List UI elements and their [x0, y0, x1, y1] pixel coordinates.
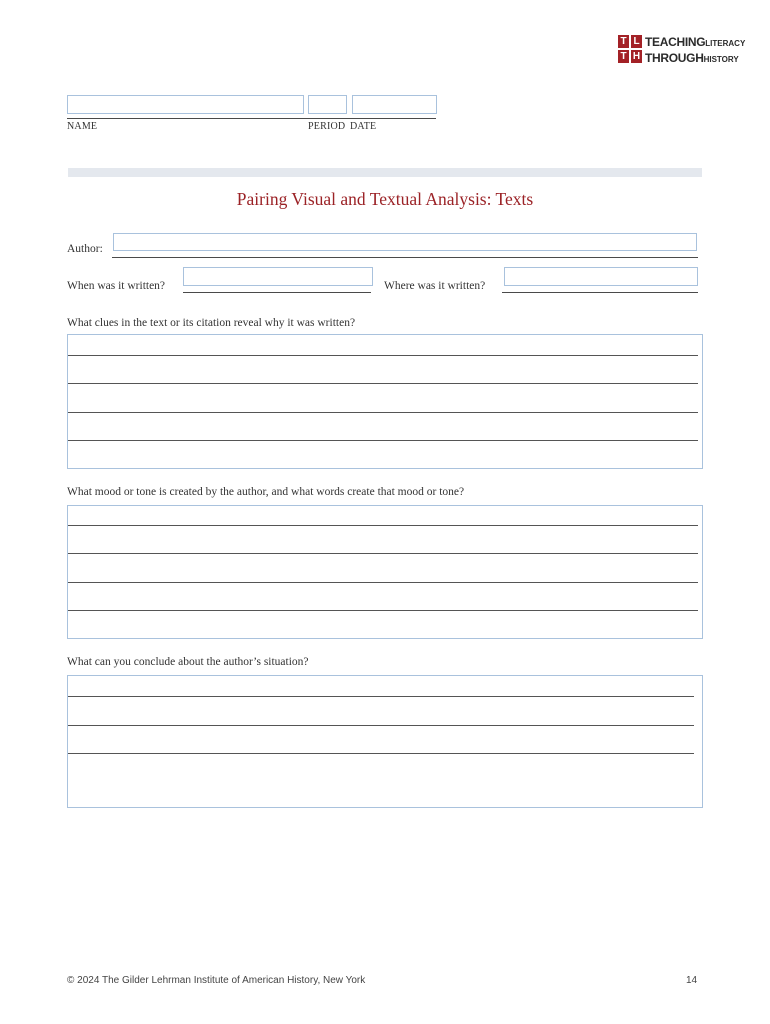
answer-line [68, 525, 698, 526]
name-label: NAME [67, 121, 98, 132]
when-rule [183, 292, 371, 293]
logo-tile: L [631, 35, 642, 48]
date-field[interactable] [352, 95, 437, 114]
author-field[interactable] [113, 233, 697, 251]
section-band [68, 168, 702, 177]
logo-word: TEACHING [645, 35, 706, 49]
question-1-text: What clues in the text or its citation reveal why it was written? [67, 317, 356, 329]
question-2-answer-box[interactable] [67, 505, 703, 639]
logo-word: HISTORY [703, 55, 739, 64]
answer-line [68, 383, 698, 384]
answer-line [68, 355, 698, 356]
logo-tile: H [632, 51, 641, 62]
question-2-text: What mood or tone is created by the author, and what words create that mood or tone? [67, 486, 465, 498]
answer-line [68, 553, 698, 554]
period-field[interactable] [308, 95, 347, 114]
logo-word: LITERACY [705, 39, 746, 48]
period-label: PERIOD [308, 121, 346, 132]
answer-line [68, 725, 694, 726]
tlth-logo [618, 35, 746, 65]
logo-word: THROUGH [645, 51, 704, 65]
author-rule [112, 257, 698, 258]
logo-tile: T [618, 35, 629, 48]
copyright-text: © 2024 The Gilder Lehrman Institute of American History, New York [67, 975, 366, 986]
where-rule [502, 292, 698, 293]
page-number: 14 [686, 975, 698, 986]
name-field[interactable] [67, 95, 304, 114]
logo-tiles [618, 35, 642, 63]
page-title: Pairing Visual and Textual Analysis: Texts [236, 189, 534, 209]
question-3-answer-box[interactable] [67, 675, 703, 808]
question-1-answer-box[interactable] [67, 334, 703, 469]
when-field[interactable] [183, 267, 373, 286]
where-field[interactable] [504, 267, 698, 286]
answer-line [68, 753, 694, 754]
answer-line [68, 440, 698, 441]
question-3-text: What can you conclude about the author’s situation? [67, 656, 309, 668]
date-label: DATE [350, 121, 377, 132]
logo-wordmark [645, 35, 745, 67]
logo-tile: T [618, 50, 629, 63]
header-rule [67, 118, 436, 119]
answer-line [68, 610, 698, 611]
where-label: Where was it written? [384, 280, 486, 292]
answer-line [68, 582, 698, 583]
when-label: When was it written? [67, 280, 166, 292]
answer-line [68, 412, 698, 413]
answer-line [68, 696, 694, 697]
author-label: Author: [67, 243, 103, 255]
